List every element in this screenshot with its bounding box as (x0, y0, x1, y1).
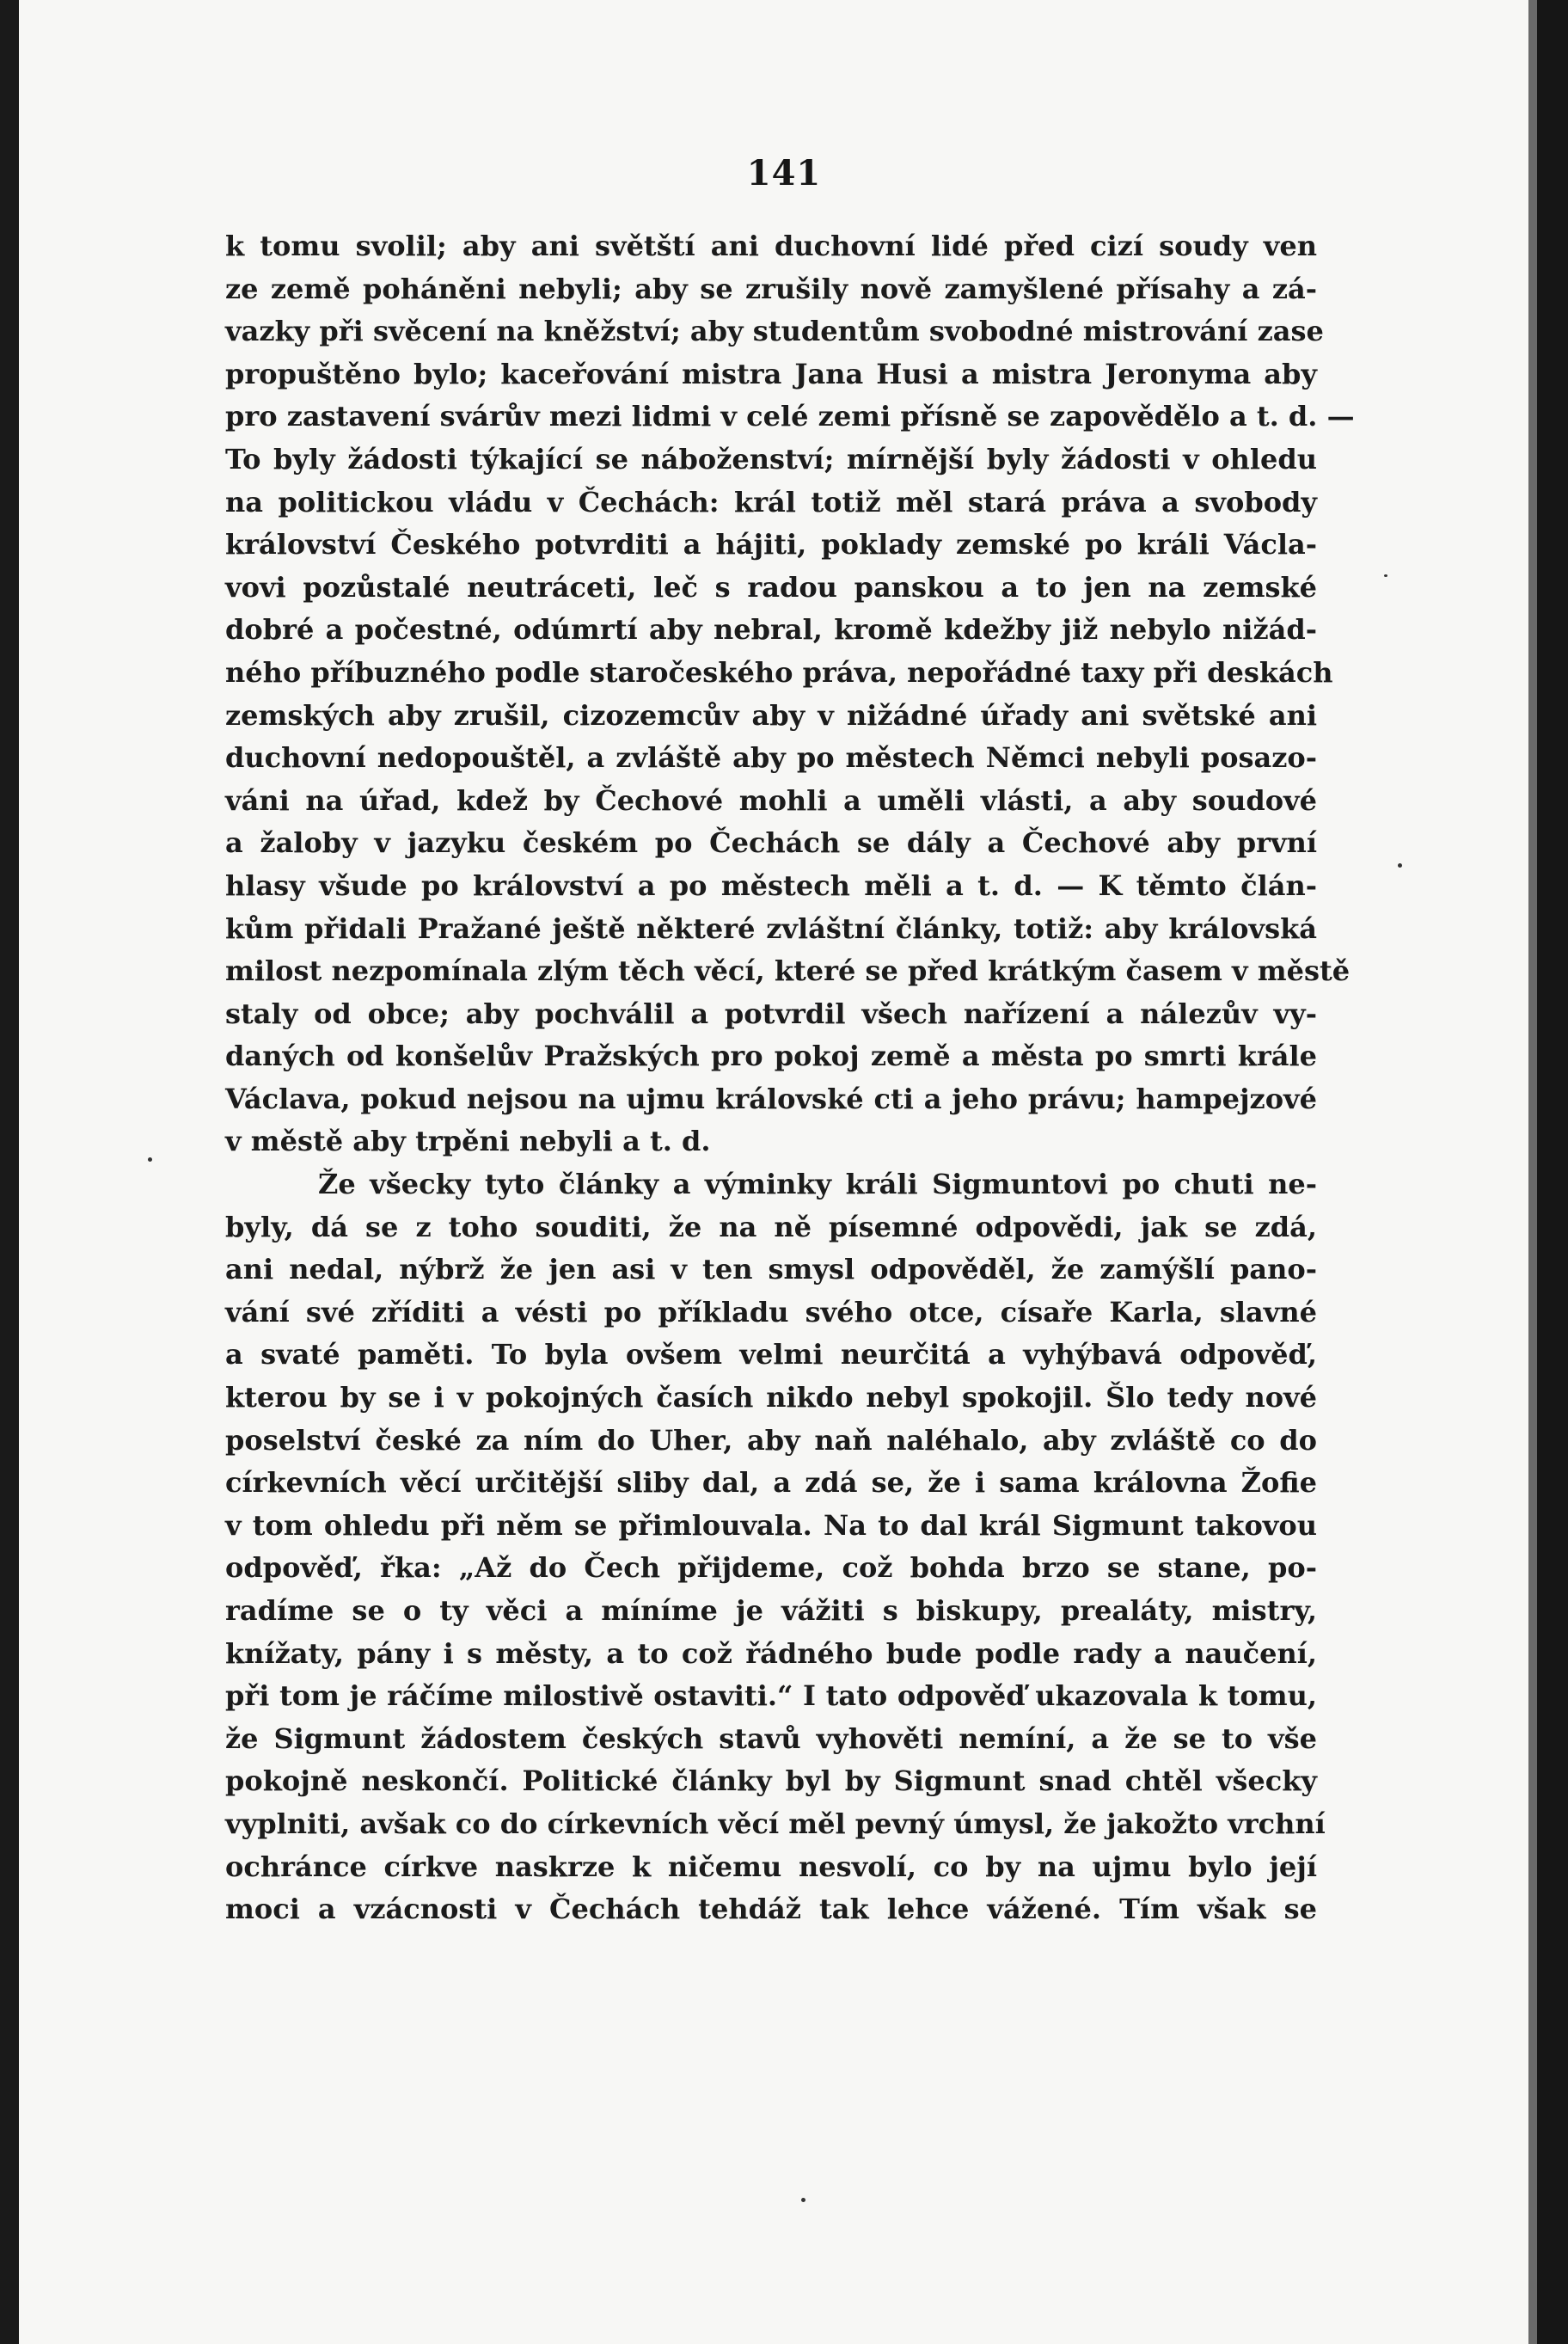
text-line: kterou by se i v pokojných časích nikdo nebyl spokojil. Šlo tedy nové (225, 1381, 1317, 1414)
paragraph-1 (225, 225, 1355, 1163)
text-line: odpověď, řka: „Až do Čech přijdeme, což bohda brzo se stane, po- (225, 1551, 1317, 1585)
text-line: milost nezpomínala zlým těch věcí, které se před krátkým časem v městě (225, 954, 1351, 988)
text-line: propuštěno bylo; kaceřování mistra Jana Husi a mistra Jeronyma aby (225, 357, 1317, 390)
text-line: vyplniti, avšak co do církevních věcí měl pevný úmysl, že jakožto vrchní (225, 1807, 1326, 1840)
text-line: radíme se o ty věci a míníme je vážiti s biskupy, prealáty, mistry, (225, 1594, 1317, 1627)
text-line: hlasy všude po království a po městech měli a t. d. — K těmto člán- (225, 868, 1317, 902)
text-line: Václava, pokud nejsou na ujmu královské cti a jeho právu; hampejzové (225, 1082, 1317, 1115)
text-line: k tomu svolil; aby ani světští ani duchovní lidé před cizí soudy ven (225, 230, 1317, 262)
right-page-shadow (1528, 0, 1537, 2344)
text-line: byly, dá se z toho souditi, že na ně písemné odpovědi, jak se zdá, (225, 1210, 1317, 1243)
text-line: při tom je ráčíme milostivě ostaviti.“ I tato odpověď ukazovala k tomu, (225, 1679, 1317, 1713)
page-number: 141 (746, 153, 822, 193)
text-line: v městě aby trpěni nebyli a t. d. (225, 1125, 711, 1158)
right-scan-border (1537, 0, 1568, 2344)
paragraph-2 (225, 1163, 1326, 1931)
text-line: ného příbuzného podle staročeského práva, nepořádné taxy při deskách (225, 655, 1333, 689)
text-line: daných od konšelův Pražských pro pokoj země a města po smrti krále (225, 1040, 1317, 1073)
ink-speck (1398, 863, 1402, 868)
body-text (225, 225, 1355, 1931)
text-line: knížaty, pány i s městy, a to což řádného bude podle rady a naučení, (225, 1636, 1317, 1670)
text-line: pokojně neskončí. Politické články byl by Sigmunt snad chtěl všecky (225, 1764, 1317, 1798)
text-line: poselství české za ním do Uher, aby naň naléhalo, aby zvláště co do (225, 1423, 1317, 1457)
text-line: v tom ohledu při něm se přimlouvala. Na to dal král Sigmunt takovou (225, 1508, 1317, 1542)
text-line: na politickou vládu v Čechách: král totiž měl stará práva a svobody (225, 485, 1317, 519)
text-line: Že všecky tyto články a výminky králi Sigmuntovi po chuti ne- (318, 1168, 1317, 1201)
text-line: ani nedal, nýbrž že jen asi v ten smysl odpověděl, že zamýšlí pano- (225, 1253, 1317, 1286)
ink-speck (801, 2198, 805, 2202)
text-line: pro zastavení svárův mezi lidmi v celé zemi přísně se zapovědělo a t. d. — (225, 400, 1355, 433)
text-line: království Českého potvrditi a hájiti, poklady zemské po králi Václa- (225, 528, 1317, 561)
text-line: zemských aby zrušil, cizozemcův aby v nižádné úřady ani světské ani (225, 698, 1317, 732)
text-line: že Sigmunt žádostem českých stavů vyhověti nemíní, a že se to vše (225, 1721, 1317, 1755)
text-line: vání své zříditi a vésti po příkladu svého otce, císaře Karla, slavné (225, 1295, 1317, 1328)
ink-speck (1384, 574, 1387, 577)
text-line: To byly žádosti týkající se náboženství; mírnější byly žádosti v ohledu (225, 442, 1317, 476)
text-line: ochránce církve naskrze k ničemu nesvolí, co by na ujmu bylo její (225, 1850, 1317, 1883)
left-scan-border (0, 0, 19, 2344)
text-line: váni na úřad, kdež by Čechové mohli a uměli vlásti, a aby soudové (225, 783, 1317, 817)
text-line: dobré a počestné, odúmrtí aby nebral, kromě kdežby již nebylo nižád- (225, 613, 1317, 647)
text-line: kům přidali Pražané ještě některé zvláštní články, totiž: aby královská (225, 911, 1317, 945)
text-line: a svaté paměti. To byla ovšem velmi neurčitá a vyhýbavá odpověď, (225, 1338, 1317, 1371)
text-line: moci a vzácnosti v Čechách tehdáž tak lehce vážené. Tím však se (225, 1893, 1317, 1926)
text-line: vovi pozůstalé neutráceti, leč s radou panskou a to jen na zemské (225, 570, 1317, 604)
text-line: staly od obce; aby pochválil a potvrdil všech nařízení a nálezův vy- (225, 997, 1317, 1030)
text-line: ze země poháněni nebyli; aby se zrušily nově zamyšlené přísahy a zá- (225, 272, 1317, 305)
text-line: duchovní nedopouštěl, a zvláště aby po městech Němci nebyli posazo- (225, 741, 1317, 775)
text-line: a žaloby v jazyku českém po Čechách se dály a Čechové aby první (225, 826, 1317, 860)
text-line: církevních věcí určitější sliby dal, a zdá se, že i sama královna Žofie (225, 1466, 1317, 1500)
text-line: vazky při svěcení na kněžství; aby studentům svobodné mistrování zase (225, 315, 1324, 348)
ink-speck (148, 1157, 152, 1162)
